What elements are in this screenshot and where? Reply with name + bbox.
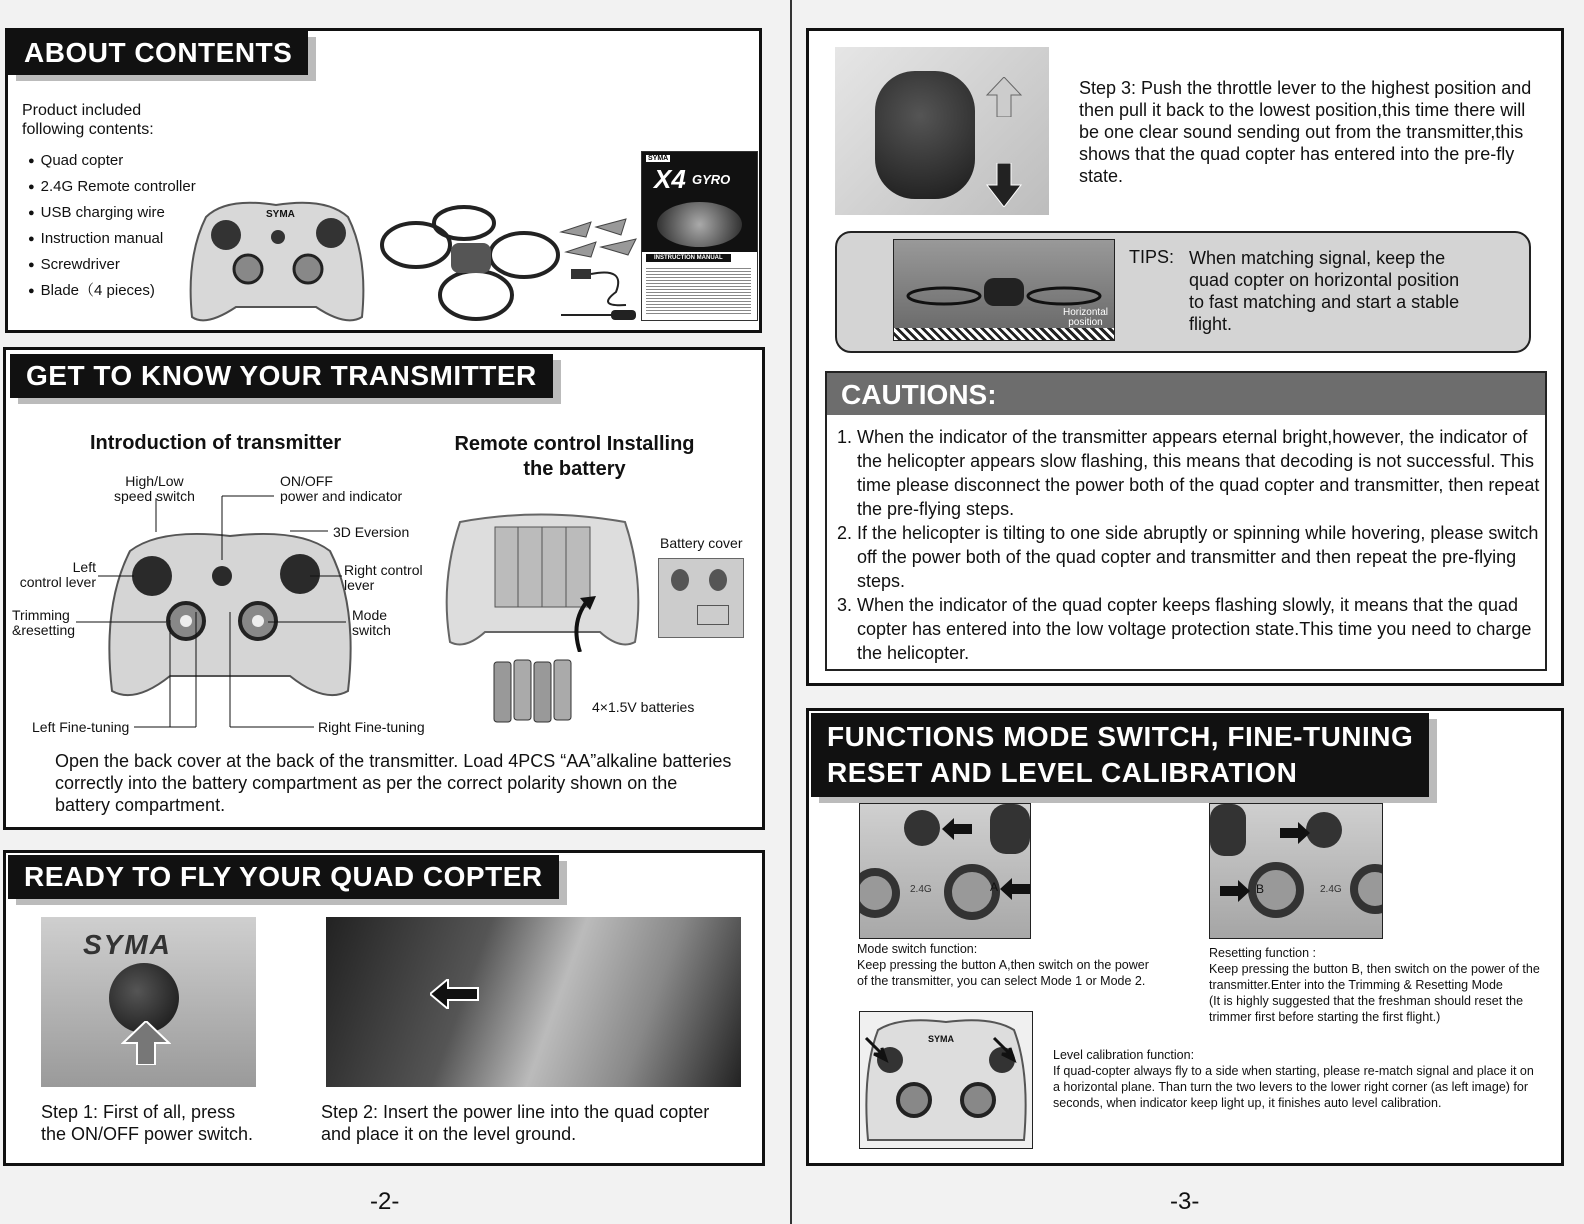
cautions-list [841,425,1547,665]
label-trimming: Trimming &resetting [12,607,76,638]
freq-label: 2.4G [1320,884,1342,895]
right-stick [990,804,1030,854]
page-number-right: -3- [1170,1188,1200,1215]
cautions-title: CAUTIONS: [827,373,1545,415]
cover-slot [697,605,729,625]
cautions-box [825,371,1547,671]
label-right-fine-tuning: Right Fine-tuning [318,719,425,735]
batteries-image [492,658,574,724]
label-batteries: 4×1.5V batteries [592,699,695,715]
level-calibration-photo [859,1011,1033,1149]
down-arrow-icon [985,163,1023,207]
label-mode-switch: Mode switch [352,607,391,638]
resetting-text: Resetting function : Keep pressing the button B, then switch on the power of the transmitter.Enter into the Trimming & Resetting Mode (It is highly suggested that the freshman should reset the trimmer first before starting the first flight.) [1209,946,1540,1024]
horizontal-position-photo [893,239,1115,341]
list-item: ● Instruction manual [28,226,196,252]
mode-switch-text: Mode switch function: Keep pressing the button A,then switch on the power of the transmitter, you can select Mode 1 or Mode 2. [857,942,1149,988]
throttle-lever [875,71,975,199]
quadcopter-image [376,203,566,328]
label-power: ON/OFF power and indicator [280,473,403,504]
freq-label: 2.4G [910,884,932,895]
top-button [1306,812,1342,848]
list-item: ● Screwdriver [28,252,196,278]
cover-vent-right [709,569,727,591]
step3-cautions-panel [806,28,1564,686]
controller-drawing [860,1012,1032,1148]
label-speed-switch: High/Low speed switch [114,473,195,504]
ground-hatch [894,328,1114,340]
contents-list [28,148,196,304]
throttle-stick [904,810,940,846]
intro-heading: Introduction of transmitter [90,432,342,454]
right-dpad [1350,864,1383,914]
tips-box [835,231,1531,353]
left-arrow-icon [942,818,972,840]
tips-label: TIPS: [1129,247,1175,267]
page-number-left: -2- [370,1188,400,1215]
about-contents-panel [5,28,762,333]
step3-text: Step 3: Push the throttle lever to the highest position and then pull it back to the lowest position,this time there will be one clear sound sending out from the transmitter,this shows that the quad copter has entered into the pre-fly state. [1079,78,1532,186]
battery-heading: Remote control Installing the battery [454,433,695,480]
button-a-label: A [990,880,999,894]
label-right-lever: Right control lever [344,562,423,593]
step1-text: Step 1: First of all, press the ON/OFF power switch. [41,1102,254,1144]
label-3d-eversion: 3D Eversion [333,524,410,540]
transmitter-instructions: Open the back cover at the back of the transmitter. Load 4PCS “AA”alkaline batteries correctly into the battery compartment as per the correct polarity shown on the battery compartment. [55,751,732,815]
manual-model: X4 [654,164,686,194]
battery-compartment-image [440,512,645,652]
label-left-fine-tuning: Left Fine-tuning [32,719,130,735]
step2-text: Step 2: Insert the power line into the quad copter and place it on the level ground. [321,1102,710,1144]
ready-to-fly-title: READY TO FLY YOUR QUAD COPTER [8,855,559,899]
controller-brand: SYMA [266,209,295,220]
horizontal-caption: Horizontal position [1062,307,1108,328]
label-left-lever: Left control lever [19,559,96,590]
photo-brand: SYMA [83,929,172,960]
about-contents-title: ABOUT CONTENTS [8,31,308,75]
ready-to-fly-panel [3,850,765,1166]
tips-text: When matching signal, keep the quad copter on horizontal position to fast matching and start a stable flight. [1189,248,1460,334]
about-intro: Product included following contents: [22,102,154,138]
left-stick [1210,804,1246,856]
throttle-photo [835,47,1049,215]
battery-cover-image [658,558,744,638]
right-arrow-icon [1280,822,1310,844]
controller-image [186,197,368,327]
label-battery-cover: Battery cover [660,535,743,551]
transmitter-title: GET TO KNOW YOUR TRANSMITTER [10,354,553,398]
resetting-photo [1209,803,1383,939]
button-b-label: B [1256,882,1265,896]
page-divider [790,0,792,1224]
cover-vent-left [671,569,689,591]
manual-title: INSTRUCTION MANUAL [646,254,731,262]
manual-brand: SYMA [648,155,669,162]
callout-lines [6,350,446,750]
level-photo-brand: SYMA [928,1034,955,1044]
caution-item: 1. When the indicator of the transmitter appears eternal bright,however, the indicator of the helicopter appears slow flashing, this means that decoding is not successful. This time please disconnect the power both of the quad copter and transmitter, then repeat the pre-flying steps. [857,425,1547,521]
instruction-manual-image [641,151,758,321]
manual-text-area [642,252,757,320]
manual-cover-photo [657,202,742,247]
left-arrow-icon [1000,878,1030,900]
functions-panel [806,708,1564,1166]
power-line-photo [326,917,741,1087]
left-arrow-icon [430,979,480,1009]
up-arrow-icon [121,1021,171,1065]
up-arrow-icon [985,77,1023,117]
accessories-image [556,217,646,327]
list-item: ● Blade（4 pieces) [28,278,196,304]
manual-gyro: GYRO [692,172,731,187]
list-item: ● Quad copter [28,148,196,174]
functions-title: FUNCTIONS MODE SWITCH, FINE-TUNING RESET AND LEVEL CALIBRATION [811,713,1429,797]
list-item: ● USB charging wire [28,200,196,226]
mode-switch-photo [859,803,1031,939]
level-calibration-text: Level calibration function: If quad-copter always fly to a side when starting, please re-match signal and place it on a horizontal plane. Than turn the two levers to the lower right corner (as left image) for seconds, when indicator keep light up, it finishes auto level calibration. [1053,1048,1534,1110]
right-arrow-icon [1220,880,1250,902]
manual-text-lines [646,266,751,316]
caution-item: 2. If the helicopter is tilting to one side abruptly or spinning while hovering, please switch off the power both of the quad copter and transmitter and then repeat the pre-flying steps. [857,521,1547,593]
list-item: ● 2.4G Remote controller [28,174,196,200]
transmitter-panel [3,347,765,830]
power-switch-photo [41,917,256,1087]
left-dpad [859,868,900,918]
caution-item: 3. When the indicator of the quad copter keeps flashing slowly, it means that the quad copter has entered into the low voltage protection state.This time you need to charge the helicopter. [857,593,1547,665]
